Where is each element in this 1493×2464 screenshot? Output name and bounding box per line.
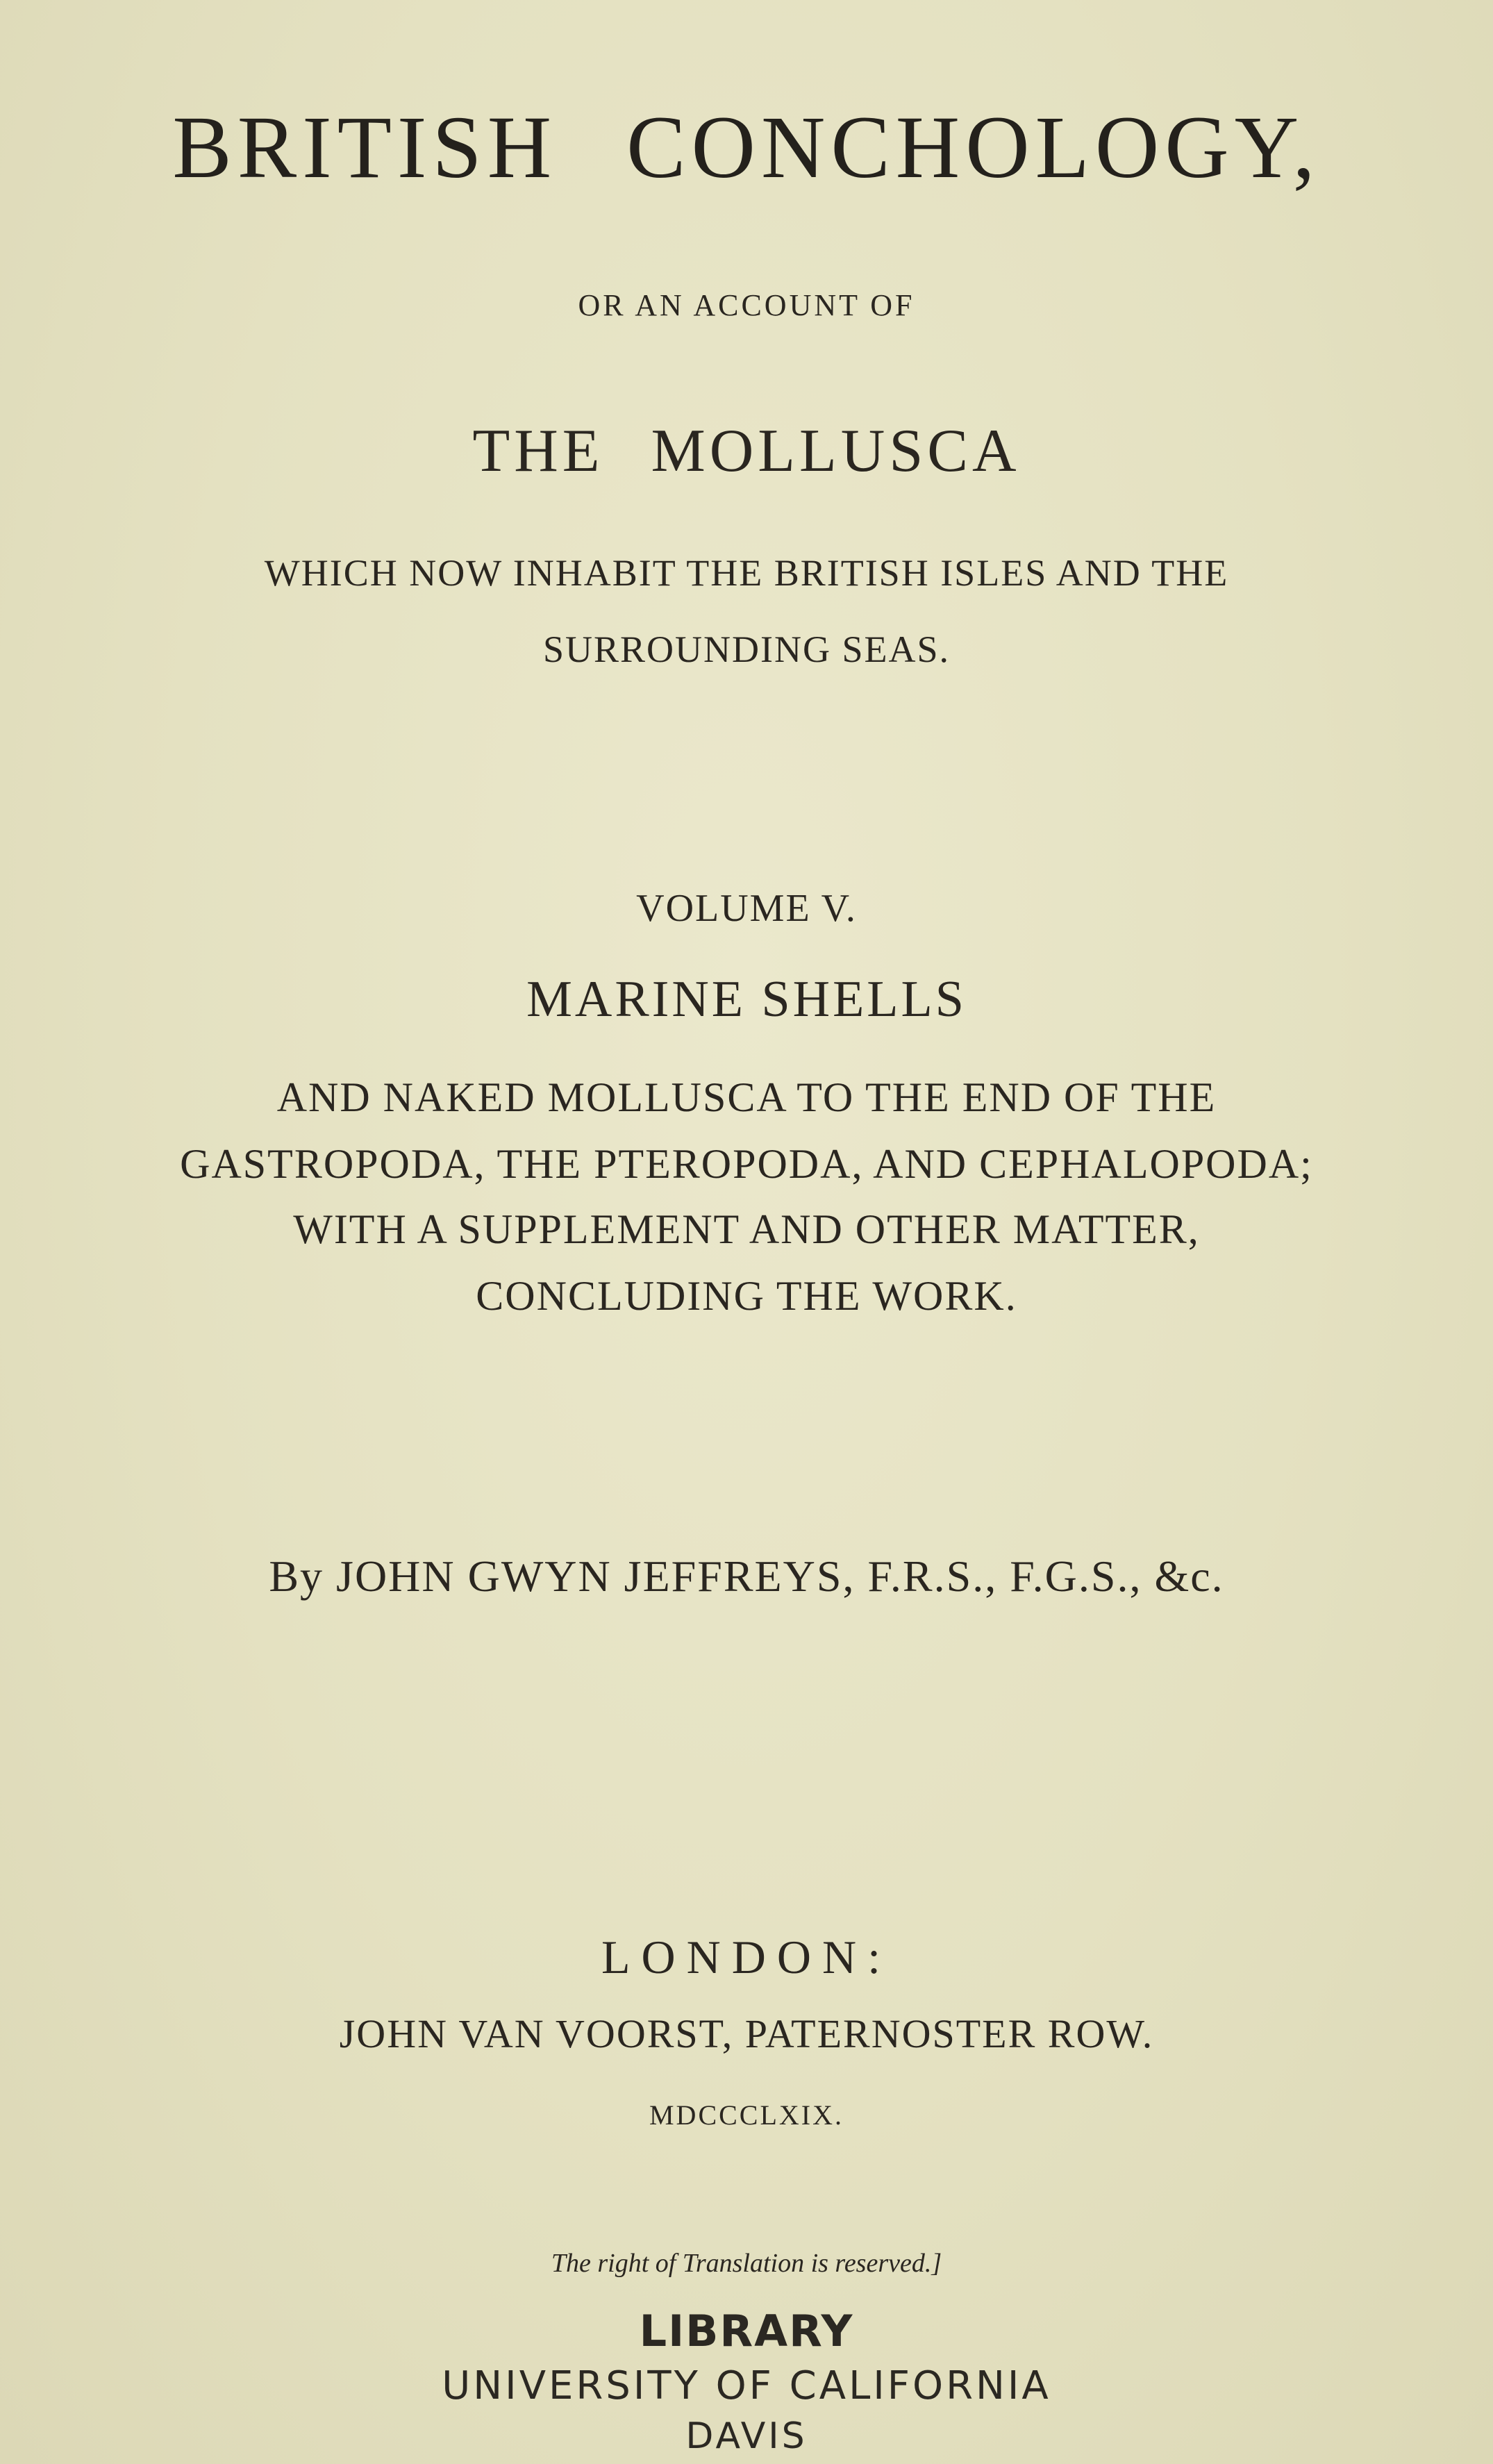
publication-city: LONDON: <box>601 1931 892 1983</box>
contents-line: AND NAKED MOLLUSCA TO THE END OF THE <box>276 1074 1217 1120</box>
publication-year: MDCCCLXIX. <box>649 2099 844 2131</box>
title-intro: OR AN ACCOUNT OF <box>578 288 915 322</box>
description-line: SURROUNDING SEAS. <box>542 629 951 670</box>
description-line: WHICH NOW INHABIT THE BRITISH ISLES AND THE <box>264 552 1229 594</box>
volume-number: VOLUME V. <box>636 887 857 930</box>
library-stamp-line: UNIVERSITY OF CALIFORNIA <box>442 2363 1051 2408</box>
contents-line: WITH A SUPPLEMENT AND OTHER MATTER, <box>293 1206 1200 1252</box>
author-line: By JOHN GWYN JEFFREYS, F.R.S., F.G.S., &c. <box>269 1551 1224 1601</box>
rights-notice: The right of Translation is reserved.] <box>551 2249 942 2278</box>
library-stamp-line: LIBRARY <box>639 2306 854 2356</box>
publisher: JOHN VAN VOORST, PATERNOSTER ROW. <box>339 2011 1154 2056</box>
library-stamp-line: DAVIS <box>685 2415 808 2457</box>
book-title: BRITISH CONCHOLOGY, <box>172 98 1321 197</box>
contents-line: CONCLUDING THE WORK. <box>476 1273 1017 1319</box>
book-subject: THE MOLLUSCA <box>472 417 1021 485</box>
contents-line: GASTROPODA, THE PTEROPODA, AND CEPHALOPODA; <box>180 1141 1313 1187</box>
section-title: MARINE SHELLS <box>526 971 967 1028</box>
